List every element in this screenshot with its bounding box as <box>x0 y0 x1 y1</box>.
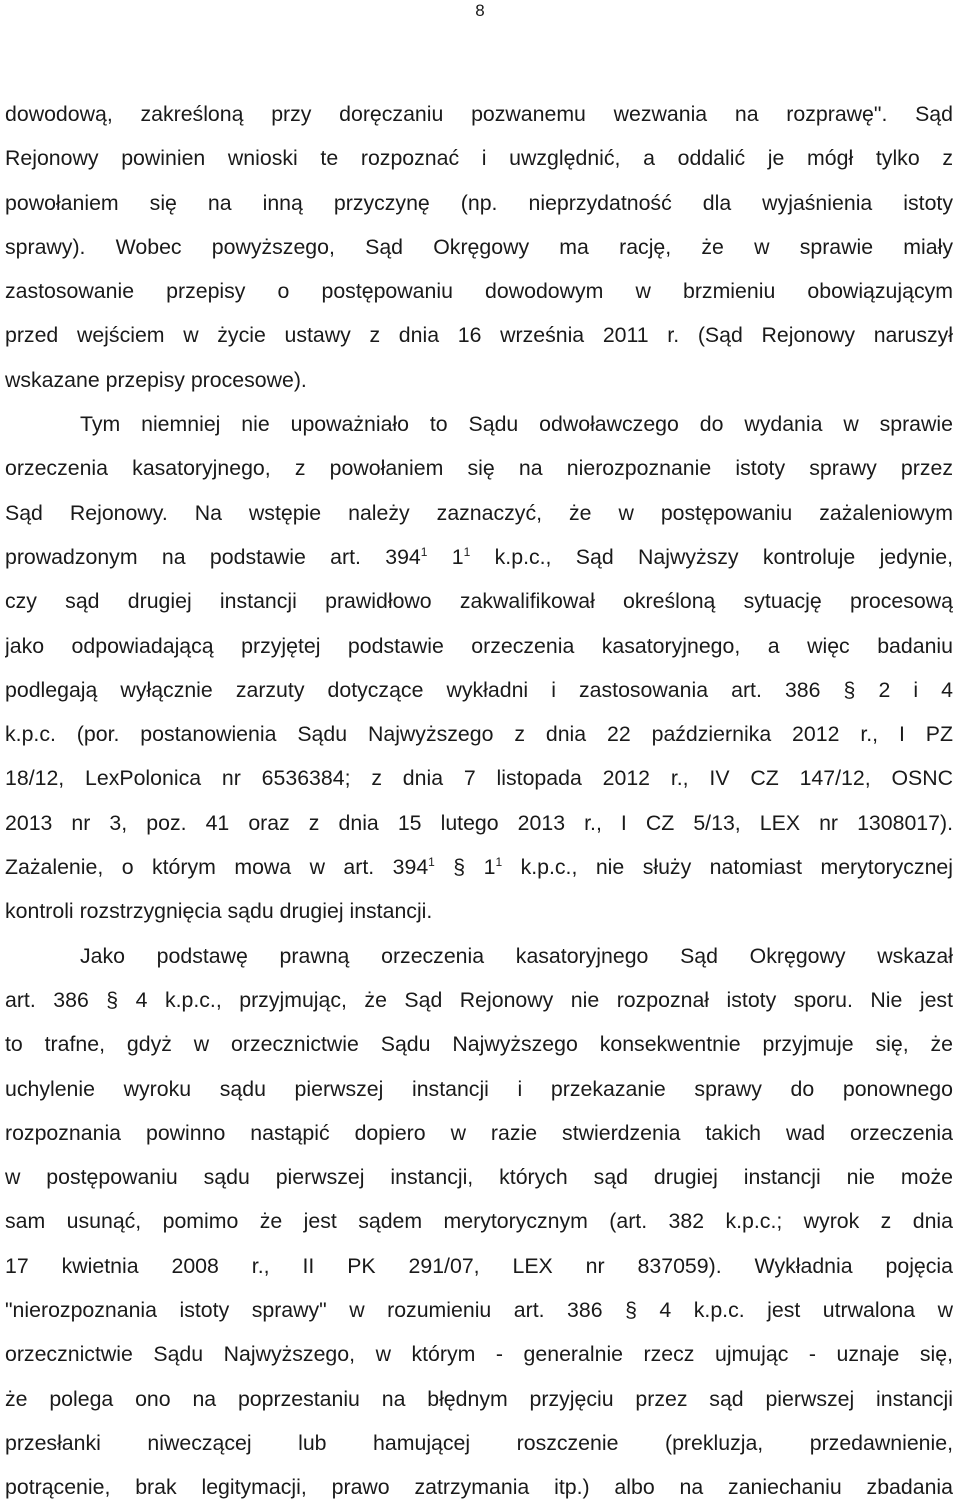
text-line: jako odpowiadającą przyjętej podstawie orzeczenia kasatoryjnego, a więc badaniu <box>5 633 953 658</box>
text-line: dowodową, zakreśloną przy doręczaniu pozwanemu wezwania na rozprawę". Sąd <box>5 102 953 126</box>
page-number: 8 <box>475 1 485 20</box>
superscript: 1 <box>463 544 471 559</box>
text-line: czy sąd drugiej instancji prawidłowo zakwalifikował określoną sytuację procesową <box>5 589 953 614</box>
text-line-with-superscripts <box>5 845 953 889</box>
text-line: podlegają wyłącznie zarzuty dotyczące wykładni i zastosowania art. 386 § 2 i 4 <box>5 677 953 702</box>
text-line: Sąd Rejonowy. Na wstępie należy zaznaczyć, że w postępowaniu zażaleniowym <box>5 500 953 525</box>
text-line: rozpoznania powinno nastąpić dopiero w razie stwierdzenia takich wad orzeczenia <box>5 1120 953 1145</box>
superscript: 1 <box>420 544 428 559</box>
text-line: kontroli rozstrzygnięcia sądu drugiej instancji. <box>5 899 433 924</box>
text-line: 2013 nr 3, poz. 41 oraz z dnia 15 lutego 2013 r., I CZ 5/13, LEX nr 1308017). <box>5 810 953 835</box>
text-line: sam usunąć, pomimo że jest sądem merytorycznym (art. 382 k.p.c.; wyrok z dnia <box>5 1209 953 1234</box>
text-line: w postępowaniu sądu pierwszej instancji, których sąd drugiej instancji nie może <box>5 1165 953 1190</box>
text-line: przed wejściem w życie ustawy z dnia 16 września 2011 r. (Sąd Rejonowy naruszył <box>5 323 953 348</box>
line-segment: Zażalenie, o którym mowa w art. 394 <box>5 855 429 880</box>
document-body <box>5 92 953 1510</box>
text-line-with-superscripts <box>5 535 953 579</box>
text-line: orzeczenia kasatoryjnego, z powołaniem się na nierozpoznanie istoty sprawy przez <box>5 456 953 481</box>
text-line: sprawy). Wobec powyższego, Sąd Okręgowy ma rację, że w sprawie miały <box>5 234 953 259</box>
text-line: potrącenie, brak legitymacji, prawo zatrzymania itp.) albo na zaniechaniu zbadania <box>5 1475 953 1500</box>
text-line: to trafne, gdyż w orzecznictwie Sądu Najwyższego konsekwentnie przyjmuje się, że <box>5 1032 953 1057</box>
text-line: 18/12, LexPolonica nr 6536384; z dnia 7 listopada 2012 r., IV CZ 147/12, OSNC <box>5 766 953 791</box>
line-segment: prowadzonym na podstawie art. 394 <box>5 544 421 569</box>
text-line: powołaniem się na inną przyczynę (np. nieprzydatność dla wyjaśnienia istoty <box>5 190 953 215</box>
text-line: uchylenie wyroku sądu pierwszej instancji i przekazanie sprawy do ponownego <box>5 1076 953 1101</box>
text-line: orzecznictwie Sądu Najwyższego, w którym - generalnie rzecz ujmując - uznaje się, <box>5 1342 953 1367</box>
superscript: 1 <box>428 854 435 869</box>
text-line: Rejonowy powinien wnioski te rozpoznać i uwzględnić, a oddalić je mógł tylko z <box>5 146 953 171</box>
line-segment: § 1 <box>434 855 496 880</box>
text-line: zastosowanie przepisy o postępowaniu dowodowym w brzmieniu obowiązującym <box>5 279 953 304</box>
text-line: wskazane przepisy procesowe). <box>5 367 307 392</box>
superscript: 1 <box>495 854 503 869</box>
line-segment: k.p.c., Sąd Najwyższy kontroluje jedynie, <box>470 544 953 569</box>
paragraph-first-line: Jako podstawę prawną orzeczenia kasatoryjnego Sąd Okręgowy wskazał <box>80 943 953 968</box>
text-line: przesłanki niweczącej lub hamującej roszczenie (prekluzja, przedawnienie, <box>5 1430 953 1455</box>
line-segment: k.p.c., nie służy natomiast merytorycznej <box>502 855 953 880</box>
text-line: 17 kwietnia 2008 r., II PK 291/07, LEX nr 837059). Wykładnia pojęcia <box>5 1253 953 1278</box>
paragraph-first-line: Tym niemniej nie upoważniało to Sądu odwoławczego do wydania w sprawie <box>80 412 953 437</box>
text-line: art. 386 § 4 k.p.c., przyjmując, że Sąd Rejonowy nie rozpoznał istoty sporu. Nie jest <box>5 987 953 1012</box>
line-segment: 1 <box>451 544 464 569</box>
text-line: że polega ono na poprzestaniu na błędnym przyjęciu przez sąd pierwszej instancji <box>5 1386 953 1411</box>
text-line: "nierozpoznania istoty sprawy" w rozumieniu art. 386 § 4 k.p.c. jest utrwalona w <box>5 1298 953 1323</box>
text-line: k.p.c. (por. postanowienia Sądu Najwyższego z dnia 22 października 2012 r., I PZ <box>5 722 953 747</box>
